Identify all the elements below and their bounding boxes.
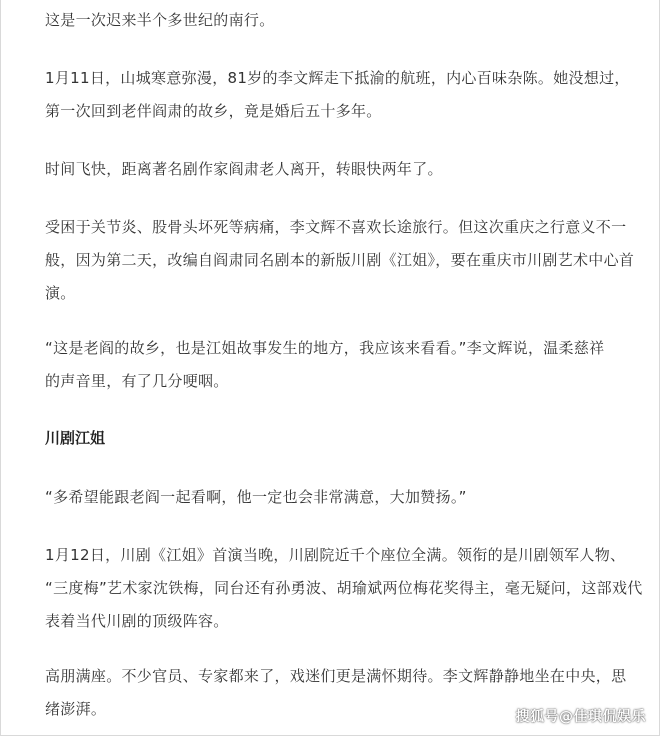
paragraph-6 — [45, 481, 625, 514]
text-line: 1月11日，山城寒意弥漫，81岁的李文辉走下抵渝的航班，内心百味杂陈。她没想过， — [45, 69, 630, 87]
paragraph-7 — [45, 539, 643, 638]
text-line: “三度梅”艺术家沈铁梅，同台还有孙勇波、胡瑜斌两位梅花奖得主，毫无疑问，这部戏代 — [45, 579, 643, 597]
paragraph-3 — [45, 153, 625, 186]
text-line: 时间飞快，距离著名剧作家阎肃老人离开，转眼快两年了。 — [45, 160, 443, 178]
section-heading: 川剧江姐 — [45, 429, 106, 447]
text-line: 这是一次迟来半个多世纪的南行。 — [45, 11, 275, 29]
text-line: 般，因为第二天，改编自阎肃同名剧本的新版川剧《江姐》，要在重庆市川剧艺术中心首 — [45, 251, 635, 269]
text-line: 受困于关节炎、股骨头坏死等病痛，李文辉不喜欢长途旅行。但这次重庆之行意义不一 — [45, 218, 627, 236]
text-line: “多希望能跟老阎一起看啊，他一定也会非常满意，大加赞扬。” — [45, 488, 467, 506]
paragraph-2 — [45, 62, 630, 128]
text-line: 演。 — [45, 284, 76, 302]
paragraph-1 — [45, 4, 625, 37]
text-line: “这是老阎的故乡，也是江姐故事发生的地方，我应该来看看。”李文辉说，温柔慈祥 — [45, 339, 605, 357]
text-line: 1月12日，川剧《江姐》首演当晚，川剧院近千个座位全满。领衔的是川剧领军人物、 — [45, 546, 626, 564]
text-line: 的声音里，有了几分哽咽。 — [45, 372, 229, 390]
text-line: 表着当代川剧的顶级阵容。 — [45, 612, 229, 630]
source-watermark: 搜狐号@佳琪侃娱乐 — [515, 709, 646, 725]
text-line: 高朋满座。不少官员、专家都来了，戏迷们更是满怀期待。李文辉静静地坐在中央，思 — [45, 667, 627, 685]
text-line: 绪澎湃。 — [45, 700, 107, 718]
paragraph-4 — [45, 211, 635, 310]
paragraph-5 — [45, 332, 625, 398]
text-line: 第一次回到老伴阎肃的故乡，竟是婚后五十多年。 — [45, 102, 382, 120]
